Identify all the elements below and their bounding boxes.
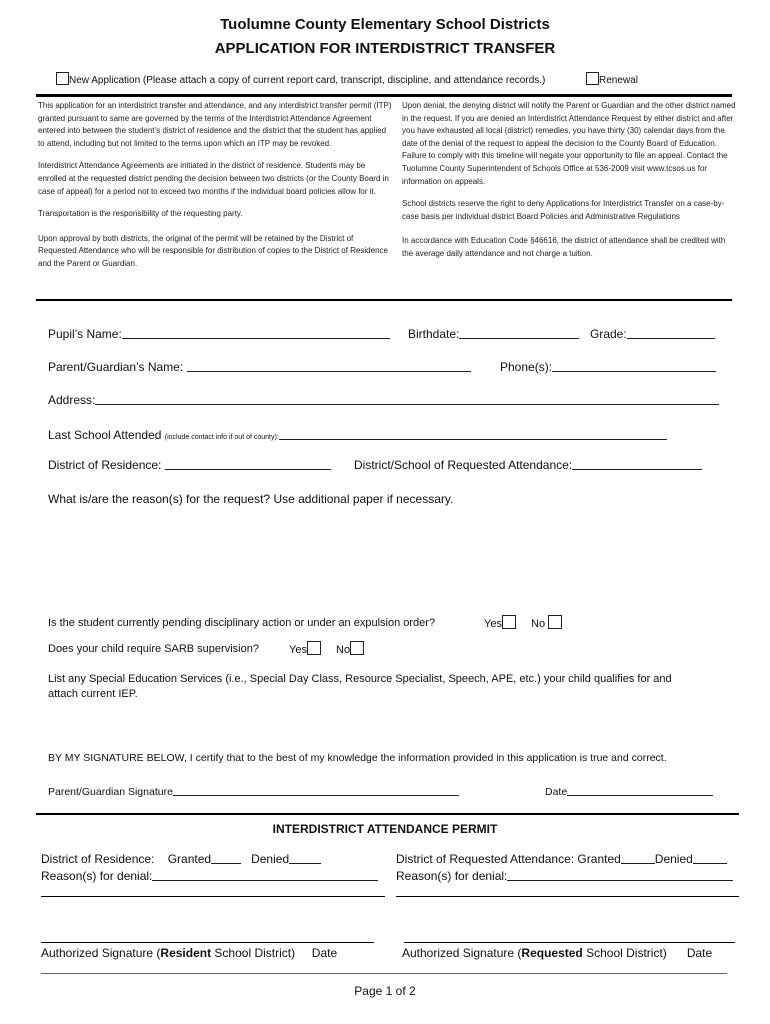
reasons-label: Reason(s) for denial: bbox=[41, 869, 153, 883]
disciplinary-yes-checkbox[interactable] bbox=[502, 615, 516, 629]
auth-prefix: Authorized Signature ( bbox=[41, 946, 161, 960]
reason-answer-area[interactable] bbox=[48, 512, 720, 604]
auth-suffix: School District) bbox=[582, 946, 667, 960]
requested-signature-line[interactable] bbox=[404, 942, 735, 943]
yes-label: Yes bbox=[289, 644, 307, 656]
resident-date-label: Date bbox=[311, 946, 338, 960]
info-paragraph: In accordance with Education Code §46616, the district of attendance shall be credited with the average daily attendance and not charge a tuition. bbox=[402, 236, 726, 258]
requested-signature-caption bbox=[402, 946, 712, 960]
district-residence-label: District of Residence: bbox=[48, 458, 162, 472]
sarb-question: Does your child require SARB supervision? bbox=[48, 643, 259, 655]
grade-label: Grade: bbox=[590, 327, 627, 341]
requested-granted-line[interactable] bbox=[621, 851, 655, 864]
parent-name-label: Parent/Guardian’s Name: bbox=[48, 360, 184, 374]
address-field[interactable] bbox=[48, 392, 719, 407]
denied-label: Denied bbox=[654, 852, 693, 866]
phone-label: Phone(s): bbox=[500, 360, 553, 374]
renewal-label: Renewal bbox=[599, 75, 638, 86]
residence-reasons-line[interactable] bbox=[152, 868, 378, 881]
address-label: Address: bbox=[48, 393, 96, 407]
resident-signature-line[interactable] bbox=[41, 942, 374, 943]
pupil-name-label: Pupil’s Name: bbox=[48, 327, 122, 341]
requested-label: Requested bbox=[521, 946, 583, 960]
residence-denied-line[interactable] bbox=[289, 851, 321, 864]
resident-signature-caption bbox=[41, 946, 337, 960]
district-requested-line[interactable] bbox=[572, 457, 702, 470]
birthdate-field[interactable] bbox=[408, 326, 579, 341]
grade-line[interactable] bbox=[627, 326, 715, 339]
pupil-name-field[interactable] bbox=[48, 326, 390, 341]
footer-rule bbox=[41, 973, 727, 974]
new-application-option bbox=[56, 72, 545, 86]
grade-field[interactable] bbox=[590, 326, 715, 341]
last-school-label: Last School Attended bbox=[48, 428, 162, 442]
reason-question: What is/are the reason(s) for the request? Use additional paper if necessary. bbox=[48, 492, 454, 506]
no-label: No bbox=[336, 644, 351, 656]
disciplinary-no bbox=[531, 615, 562, 630]
birthdate-label: Birthdate: bbox=[408, 327, 460, 341]
parent-date-field[interactable] bbox=[545, 783, 713, 798]
address-line[interactable] bbox=[95, 392, 719, 405]
info-right-column bbox=[402, 100, 736, 271]
form-subtitle: APPLICATION FOR INTERDISTRICT TRANSFER bbox=[214, 40, 556, 57]
resident-label: Resident bbox=[160, 946, 212, 960]
parent-name-line[interactable] bbox=[187, 359, 471, 372]
info-top-rule bbox=[36, 94, 732, 97]
district-residence-field[interactable] bbox=[48, 457, 331, 472]
residence-granted-line[interactable] bbox=[211, 851, 241, 864]
parent-name-field[interactable] bbox=[48, 359, 471, 374]
district-requested-field[interactable] bbox=[354, 457, 702, 472]
requested-reasons-line[interactable] bbox=[507, 868, 733, 881]
info-paragraph: Upon approval by both districts, the original of the permit will be retained by the District of Requested Attendance who will be responsible for distribution of copies to the District of Residence and the Parent or Guardian. bbox=[38, 233, 388, 268]
residence-reasons-field[interactable] bbox=[41, 868, 378, 883]
disciplinary-question: Is the student currently pending disciplinary action or under an expulsion order? bbox=[48, 617, 436, 629]
pupil-name-line[interactable] bbox=[122, 326, 390, 339]
disciplinary-yes bbox=[484, 615, 516, 630]
sarb-no-checkbox[interactable] bbox=[350, 641, 364, 655]
parent-signature-label: Parent/Guardian Signature bbox=[48, 786, 173, 798]
form-title: Tuolumne County Elementary School Districts bbox=[220, 16, 550, 33]
yes-label: Yes bbox=[484, 618, 502, 630]
granted-label: Granted bbox=[167, 852, 212, 866]
requested-reasons-field[interactable] bbox=[396, 868, 733, 883]
denied-label: Denied bbox=[251, 852, 290, 866]
last-school-field[interactable] bbox=[48, 428, 667, 442]
phone-line[interactable] bbox=[552, 359, 716, 372]
permit-requested-decision bbox=[396, 851, 727, 866]
permit-top-rule bbox=[36, 813, 739, 815]
info-paragraph: Interdistrict Attendance Agreements are initiated in the district of residence. Students may be enrolled at the requested district pending the decision between two districts (or the County Board in case of appeal) for a period not to exceed two months if the individual board policies allow for it. bbox=[38, 161, 389, 196]
new-application-checkbox[interactable] bbox=[56, 72, 69, 85]
disciplinary-no-checkbox[interactable] bbox=[548, 615, 562, 629]
sarb-yes-checkbox[interactable] bbox=[307, 641, 321, 655]
info-paragraph: School districts reserve the right to deny Applications for Interdistrict Transfer on a case-by-case basis per individual district Board Policies and Administrative Regulations bbox=[402, 199, 725, 221]
special-ed-question: List any Special Education Services (i.e., Special Day Class, Resource Specialist, Speech, APE, etc.) your child qualifies for and attach current IEP. bbox=[48, 673, 672, 700]
residence-reasons-line-2[interactable] bbox=[41, 896, 385, 897]
parent-date-label: Date bbox=[545, 786, 568, 798]
last-school-note: (include contact info if out of county): bbox=[164, 434, 279, 441]
parent-signature-field[interactable] bbox=[48, 783, 459, 798]
sarb-yes bbox=[289, 641, 321, 656]
new-application-label: New Application (Please attach a copy of current report card, transcript, discipline, and attendance records.) bbox=[69, 75, 546, 86]
info-left-column bbox=[38, 100, 392, 281]
parent-date-line[interactable] bbox=[567, 783, 713, 796]
info-bottom-rule bbox=[36, 299, 732, 301]
no-label: No bbox=[531, 618, 546, 630]
certify-statement: BY MY SIGNATURE BELOW, I certify that to the best of my knowledge the information provided in this application is true and correct. bbox=[48, 752, 667, 764]
auth-suffix: School District) bbox=[211, 946, 296, 960]
info-paragraph: Transportation is the responsibility of the requesting party. bbox=[38, 209, 243, 219]
renewal-checkbox[interactable] bbox=[586, 72, 599, 85]
permit-title: INTERDISTRICT ATTENDANCE PERMIT bbox=[272, 822, 498, 836]
permit-requested-label: District of Requested Attendance: Granted bbox=[396, 852, 621, 866]
last-school-line[interactable] bbox=[279, 430, 667, 440]
auth-prefix: Authorized Signature ( bbox=[402, 946, 522, 960]
parent-signature-line[interactable] bbox=[173, 783, 459, 796]
birthdate-line[interactable] bbox=[459, 326, 579, 339]
district-requested-label: District/School of Requested Attendance: bbox=[354, 458, 573, 472]
permit-residence-label: District of Residence: bbox=[41, 852, 155, 866]
requested-denied-line[interactable] bbox=[693, 851, 727, 864]
page-number: Page 1 of 2 bbox=[354, 984, 416, 998]
sarb-no bbox=[336, 641, 364, 656]
reasons-label: Reason(s) for denial: bbox=[396, 869, 508, 883]
info-paragraph: Upon denial, the denying district will notify the Parent or Guardian and the other district named in the request. If you are denied an Interdistrict Attendance Request by either district and after you have exhausted all local (district) remedies, you have thirty (30) calendar days from the date of the denial of the request to appeal the decision to the County Board of Education. Failure to comply with this timeline will negate your opportunity to file an appeal. Contact the Tuolumne County Superintendent of Schools Office at 536-2009 visit www.tcsos.us for information on appeals. bbox=[402, 101, 736, 186]
renewal-option bbox=[586, 72, 638, 86]
permit-residence-decision bbox=[41, 851, 321, 866]
requested-date-label: Date bbox=[686, 946, 713, 960]
phone-field[interactable] bbox=[500, 359, 716, 374]
district-residence-line[interactable] bbox=[165, 457, 331, 470]
requested-reasons-line-2[interactable] bbox=[396, 896, 739, 897]
special-ed-answer-area[interactable] bbox=[48, 706, 720, 732]
info-paragraph: This application for an interdistrict transfer and attendance, and any interdistrict transfer permit (ITP) granted pursuant to same are governed by the terms of the Interdistrict Attendance Agreement entered into between the student’s district of residence and the district that the student has applied to attend, including but not limited to the terms upon which an ITP may be revoked. bbox=[38, 101, 392, 148]
